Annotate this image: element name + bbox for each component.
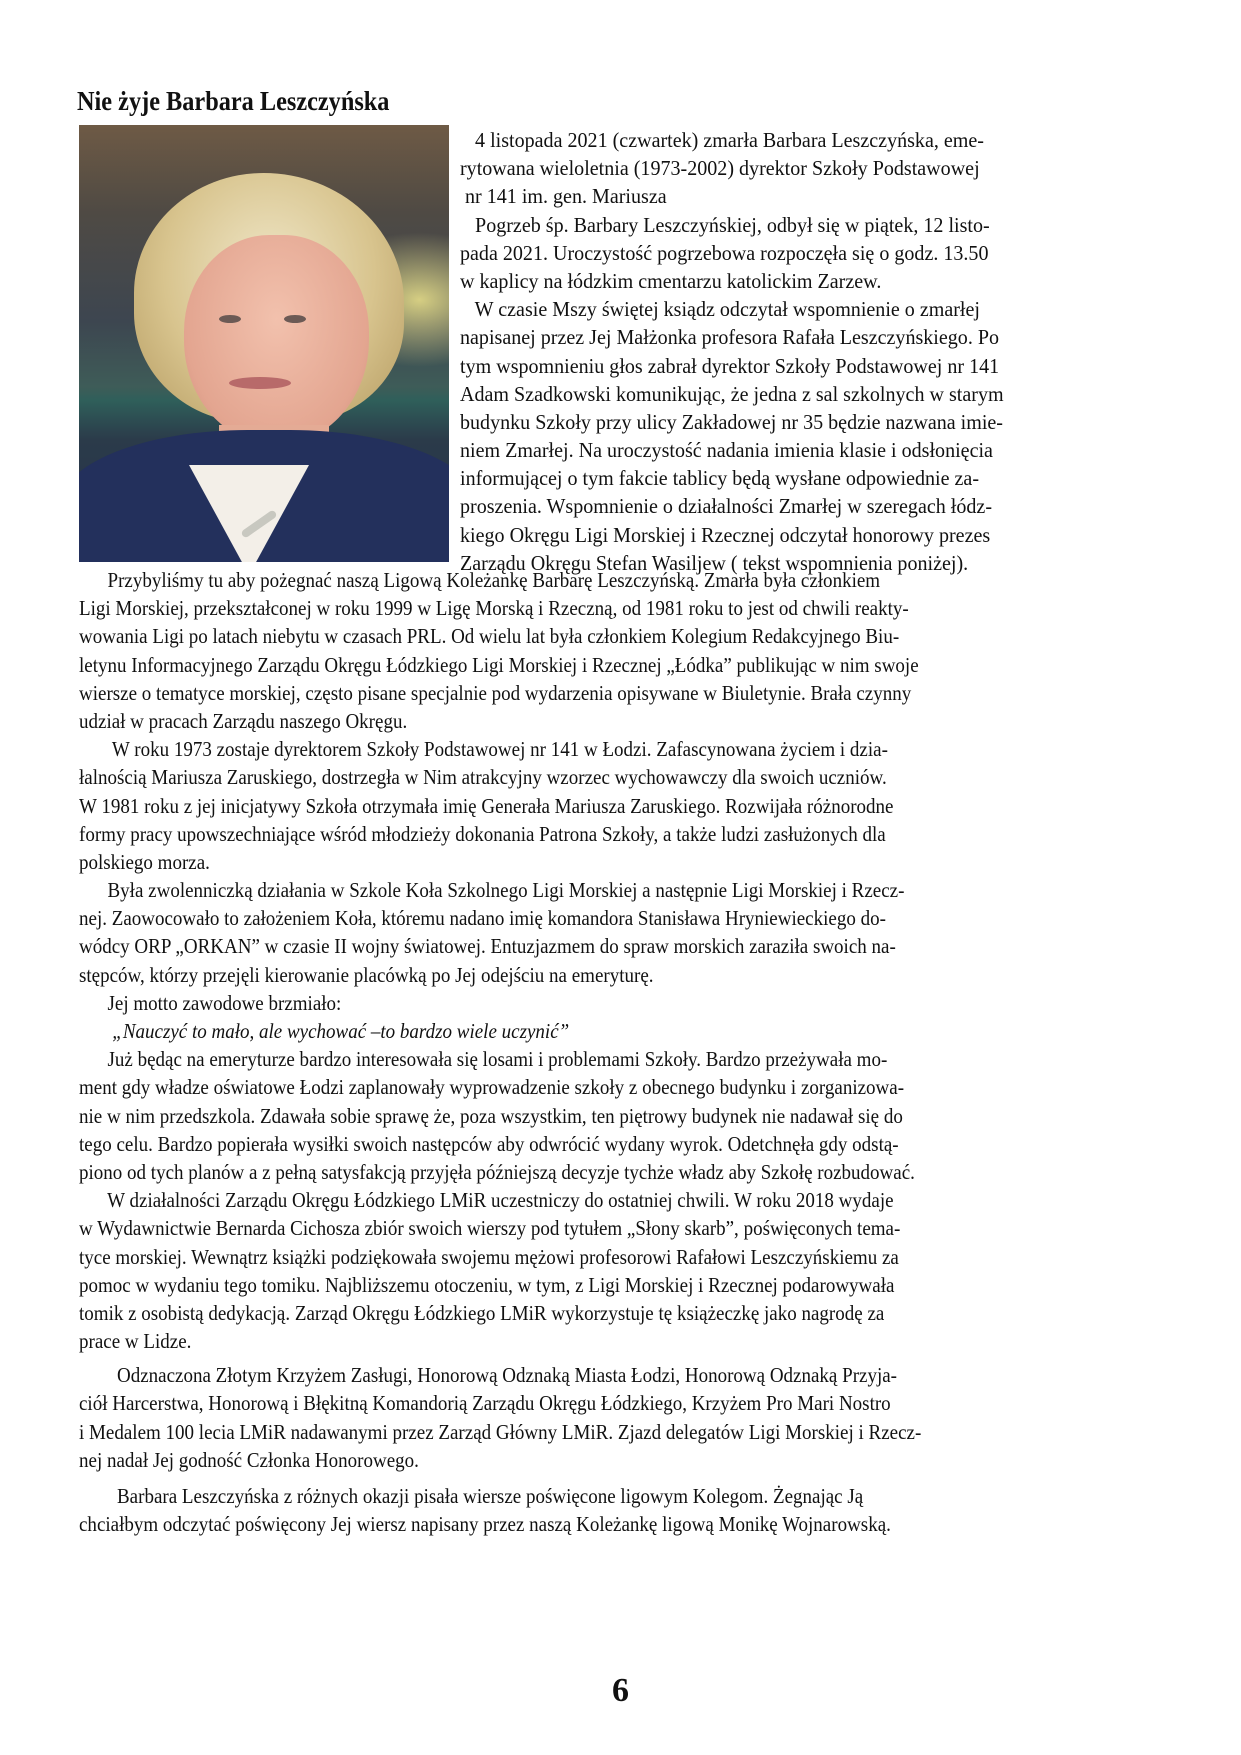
motto-quote: „Nauczyć to mało, ale wychować –to bardzo wiele uczynić” xyxy=(79,1019,570,1043)
page-number: 6 xyxy=(612,1672,629,1709)
text-line: W czasie Mszy świętej ksiądz odczytał wspomnienie o zmarłej xyxy=(460,297,980,322)
text-line: napisanej przez Jej Małżonka profesora Rafała Leszczyńskiego. Po xyxy=(460,325,1000,350)
text-line: wowania Ligi po latach niebytu w czasach PRL. Od wielu lat była członkiem Kolegium Redakcyjnego Biu- xyxy=(79,624,900,649)
intro-column xyxy=(460,126,1150,577)
text-line: tego celu. Bardzo popierała wysiłki swoich następców aby odwrócić wydany wyrok. Odetchnęła gdy odstą- xyxy=(79,1131,899,1156)
text-line: nej nadał Jej godność Członka Honorowego. xyxy=(79,1447,419,1472)
text-line: nej. Zaowocowało to założeniem Koła, któremu nadano imię komandora Stanisława Hryniewieckiego do- xyxy=(79,906,886,931)
text-line: informującej o tym fakcie tablicy będą wysłane odpowiednie za- xyxy=(460,466,980,491)
text-line: wódcy ORP „ORKAN” w czasie II wojny światowej. Entuzjazmem do spraw morskich zaraziła swoich na- xyxy=(79,934,896,959)
text-line: niem Zmarłej. Na uroczystość nadania imienia klasie i odsłonięcia xyxy=(460,438,993,463)
text-line: W działalności Zarządu Okręgu Łódzkiego LMiR uczestniczy do ostatniej chwili. W roku 2018 wydaje xyxy=(79,1188,894,1213)
text-line: prace w Lidze. xyxy=(79,1329,192,1354)
text-line: łalnością Mariusza Zaruskiego, dostrzegła w Nim atrakcyjny wzorzec wychowawczy dla swoich uczniów. xyxy=(79,765,887,790)
text-line: rytowana wieloletnia (1973-2002) dyrektor Szkoły Podstawowej xyxy=(460,156,980,181)
text-line: ciół Harcerstwa, Honorową i Błękitną Komandorią Zarządu Okręgu Łódzkiego, Krzyżem Pro Mari Nostro xyxy=(79,1391,891,1416)
photo-eye-right xyxy=(284,315,306,323)
text-line: pomoc w wydaniu tego tomiku. Najbliższemu otoczeniu, w tym, z Ligi Morskiej i Rzecznej podarowywała xyxy=(79,1272,895,1297)
text-line: Już będąc na emeryturze bardzo interesowała się losami i problemami Szkoły. Bardzo przeżywała mo- xyxy=(79,1047,888,1072)
text-line: stępców, którzy przejęli kierowanie placówką po Jej odejściu na emeryturę. xyxy=(79,962,654,987)
text-line: nr 141 im. gen. Mariusza xyxy=(460,184,667,209)
text-line: tomik z osobistą dedykacją. Zarząd Okręgu Łódzkiego LMiR wykorzystuje tę książeczkę jako nagrodę za xyxy=(79,1300,885,1325)
text-line: Ligi Morskiej, przekształconej w roku 1999 w Ligę Morską i Rzeczną, od 1981 roku to jest od chwili reakty- xyxy=(79,596,909,621)
text-line: kiego Okręgu Ligi Morskiej i Rzecznej odczytał honorowy prezes xyxy=(460,522,991,547)
text-line: udział w pracach Zarządu naszego Okręgu. xyxy=(79,708,408,733)
text-line: nie w nim przedszkola. Zdawała sobie sprawę że, poza wszystkim, ten piętrowy budynek nie nadawał się do xyxy=(79,1103,903,1128)
text-line: w kaplicy na łódzkim cmentarzu katolickim Zarzew. xyxy=(460,268,882,293)
text-line: Odznaczona Złotym Krzyżem Zasługi, Honorową Odznaką Miasta Łodzi, Honorową Odznaką Przyja- xyxy=(79,1363,898,1388)
text-line: Adam Szadkowski komunikując, że jedna z sal szkolnych w starym xyxy=(460,381,1004,406)
photo-face xyxy=(184,235,369,445)
text-line: w Wydawnictwie Bernarda Cichosza zbiór swoich wierszy pod tytułem „Słony skarb”, poświęconych tema- xyxy=(79,1216,901,1241)
text-line: 4 listopada 2021 (czwartek) zmarła Barbara Leszczyńska, eme- xyxy=(460,128,984,152)
photo-mouth xyxy=(229,377,291,389)
text-line: piono od tych planów a z pełną satysfakcją przyjęła późniejszą decyzje tychże władz aby Szkołę rozbudować. xyxy=(79,1159,915,1184)
text-line: Była zwolenniczką działania w Szkole Koła Szkolnego Ligi Morskiej a następnie Ligi Morskiej i Rzecz- xyxy=(79,878,905,903)
text-line: Barbara Leszczyńska z różnych okazji pisała wiersze poświęcone ligowym Kolegom. Żegnając Ją xyxy=(79,1484,864,1508)
text-line: wiersze o tematyce morskiej, często pisane specjalnie pod wydarzenia opisywane w Biuletynie. Brała czynny xyxy=(79,680,912,705)
text-line: letynu Informacyjnego Zarządu Okręgu Łódzkiego Ligi Morskiej i Rzecznej „Łódka” publikując w nim swoje xyxy=(79,652,919,677)
text-line: W 1981 roku z jej inicjatywy Szkoła otrzymała imię Generała Mariusza Zaruskiego. Rozwijała różnorodne xyxy=(79,793,894,818)
text-line: W roku 1973 zostaje dyrektorem Szkoły Podstawowej nr 141 w Łodzi. Zafascynowana życiem i dzia- xyxy=(79,737,888,762)
photo-blouse xyxy=(189,465,309,562)
text-line: proszenia. Wspomnienie o działalności Zmarłej w szeregach łódz- xyxy=(460,494,993,519)
text-line: Pogrzeb śp. Barbary Leszczyńskiej, odbył się w piątek, 12 listo- xyxy=(460,212,990,237)
body-text xyxy=(79,566,1164,1538)
text-line: tym wspomnieniu głos zabrał dyrektor Szkoły Podstawowej nr 141 xyxy=(460,353,1000,378)
text-line: Przybyliśmy tu aby pożegnać naszą Ligową Koleżankę Barbarę Leszczyńską. Zmarła była członkiem xyxy=(79,568,881,592)
text-line: ment gdy władze oświatowe Łodzi zaplanowały wyprowadzenie szkoły z obecnego budynku i zorganizowa- xyxy=(79,1075,905,1100)
portrait-photo xyxy=(79,125,449,562)
text-line: pada 2021. Uroczystość pogrzebowa rozpoczęła się o godz. 13.50 xyxy=(460,240,989,265)
text-line: Zarządu Okręgu Stefan Wasiljew ( tekst wspomnienia poniżej). xyxy=(460,550,969,575)
text-line: tyce morskiej. Wewnątrz książki podziękowała swojemu mężowi profesorowi Rafałowi Leszczyńskiemu za xyxy=(79,1244,899,1269)
article-title: Nie żyje Barbara Leszczyńska xyxy=(77,86,390,116)
text-line: polskiego morza. xyxy=(79,849,210,874)
photo-eye-left xyxy=(219,315,241,323)
text-line: Jej motto zawodowe brzmiało: xyxy=(79,990,342,1015)
text-line: budynku Szkoły przy ulicy Zakładowej nr 35 będzie nazwana imie- xyxy=(460,409,1003,434)
text-line: chciałbym odczytać poświęcony Jej wiersz napisany przez naszą Koleżankę ligową Monikę Wojnarowską. xyxy=(79,1512,891,1537)
text-line: i Medalem 100 lecia LMiR nadawanymi przez Zarząd Główny LMiR. Zjazd delegatów Ligi Morskiej i Rzecz- xyxy=(79,1419,922,1444)
text-line: formy pracy upowszechniające wśród młodzieży dokonania Patrona Szkoły, a także ludzi zasłużonych dla xyxy=(79,821,886,846)
